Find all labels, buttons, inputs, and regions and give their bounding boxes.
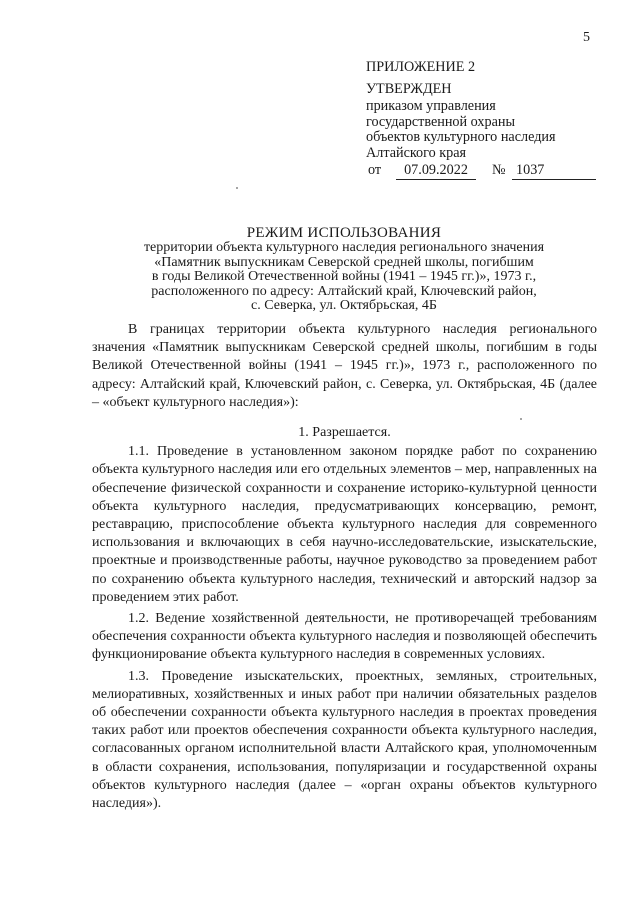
document-body	[92, 321, 597, 813]
approval-line: объектов культурного наследия	[366, 129, 556, 145]
list-item: 1.1. Проведение в установленном законом порядке работ по сохранению объекта культурного наследия или его отдельных элементов – мер, направленных на обеспечение физической сохранности и сохранение историко-культурной ценности объекта культурного наследия, предусматривающих консервацию, ремонт, реставрацию, приспособление объекта культурного наследия для современного использования и включающих в себя научно-исследовательские, изыскательские, проектные и производственные работы, научное руководство за проведением работ по сохранению объекта культурного наследия, технический и авторский надзор за проведением этих работ.	[92, 444, 597, 605]
title-line: «Памятник выпускникам Северской средней школы, погибшим	[154, 254, 534, 270]
approval-line: приказом управления	[366, 98, 496, 114]
annex-label: ПРИЛОЖЕНИЕ 2	[366, 59, 476, 75]
title-main: РЕЖИМ ИСПОЛЬЗОВАНИЯ	[246, 225, 442, 241]
title-line: в годы Великой Отечественной войны (1941 – 1945 гг.)», 1973 г.,	[151, 269, 537, 285]
title-line: расположенного по адресу: Алтайский край, Ключевский район,	[151, 283, 537, 299]
list-item: 1.3. Проведение изыскательских, проектных, земляных, строительных, мелиоративных, хозяйственных и иных работ при наличии обязательных разделов об обеспечении сохранности объекта культурного наследия в проектах проведения таких работ или проектов обеспечения сохранности объекта культурного наследия, согласованных органом исполнительной власти Алтайского края, уполномоченным в области сохранения, использования, популяризации и государственной охраны объектов культурного наследия (далее – «орган охраны объектов культурного наследия»).	[92, 668, 597, 812]
order-number-sign: №	[492, 162, 506, 178]
page-number: 5	[583, 30, 590, 45]
approved-label: УТВЕРЖДЕН	[366, 80, 452, 97]
title-line: территории объекта культурного наследия регионального значения	[143, 240, 545, 256]
approval-line: Алтайского края	[366, 144, 467, 161]
scan-speck	[236, 187, 238, 189]
order-date: 07.09.2022	[396, 163, 476, 180]
title-line: с. Северка, ул. Октябрьская, 4Б	[251, 298, 437, 314]
order-from-label: от	[368, 162, 382, 178]
approval-line: государственной охраны	[366, 113, 516, 130]
document-title	[112, 226, 576, 313]
intro-paragraph: В границах территории объекта культурного наследия регионального значения «Памятник выпускникам Северской средней школы, погибшим в годы Великой Отечественной войны (1941 – 1945 гг.)», 1973 г., расположенного по адресу: Алтайский край, Ключевский район, с. Северка, ул. Октябрьская, 4Б (далее – «объект культурного наследия»):	[92, 322, 597, 410]
section-title: 1. Разрешается.	[298, 425, 391, 441]
approval-block	[366, 60, 616, 180]
order-line	[366, 163, 616, 180]
list-item: 1.2. Ведение хозяйственной деятельности, не противоречащей требованиям обеспечения сохранности объекта культурного наследия и позволяющей обеспечить функционирование объекта культурного наследия в современных условиях.	[92, 611, 597, 663]
order-number: 1037	[512, 163, 596, 180]
